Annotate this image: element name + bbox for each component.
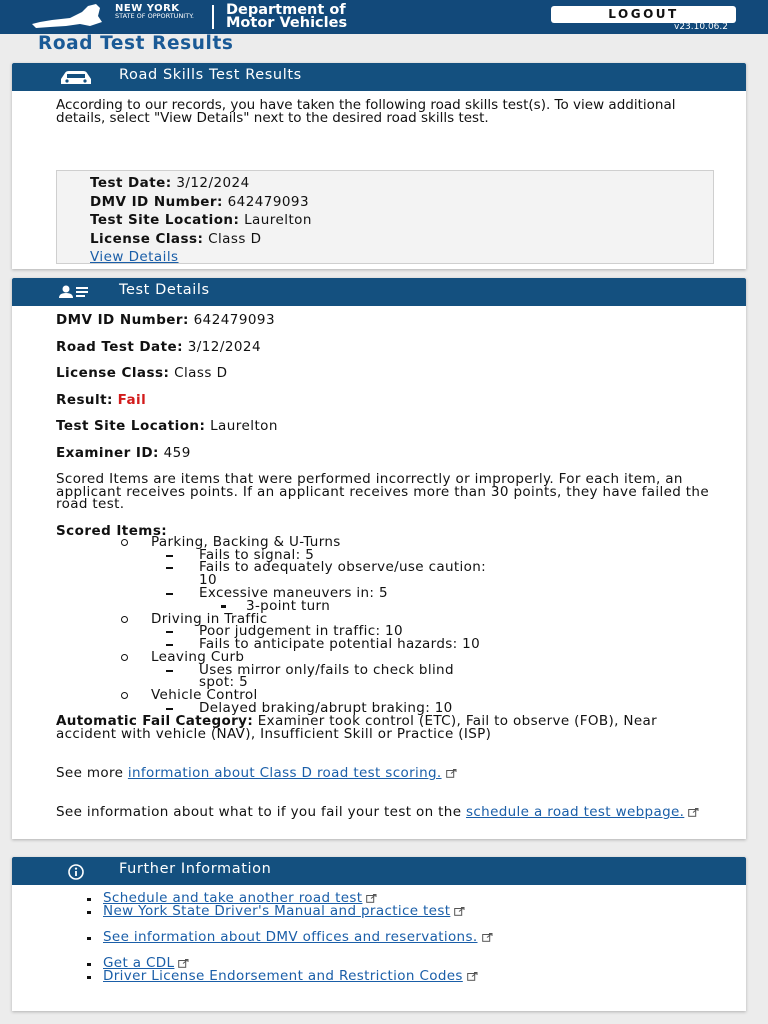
state-tagline: STATE OF OPPORTUNITY. [115,12,194,20]
app-version: v23.10.06.2 [674,22,728,32]
detail-examiner-id-label: Examiner ID: [56,445,159,461]
external-link-icon [178,959,189,968]
test-details-card [12,278,746,839]
external-link-icon [366,894,377,903]
external-link-icon [454,907,465,916]
ny-state-logo[interactable] [30,2,210,30]
endorsement-restriction-codes-link[interactable]: Driver License Endorsement and Restriction Codes [103,968,463,984]
detail-examiner-id-value: 459 [163,445,191,461]
dmv-id-row [90,194,309,210]
schedule-road-test-link[interactable]: schedule a road test webpage. [466,804,685,820]
department-title[interactable] [226,4,347,30]
detail-dmv-id-label: DMV ID Number: [56,312,189,328]
bullet [87,937,91,940]
ny-state-map-icon [30,2,114,30]
car-icon [58,69,94,87]
automatic-fail-category [56,715,721,740]
scored-item-label: Delayed braking/abrupt braking: 10 [199,700,453,716]
road-skills-card [12,63,746,269]
road-test-summary [56,170,714,264]
scored-item-label: Uses mirror only/fails to check blind [199,662,454,678]
detail-test-site-value: Laurelton [210,418,278,434]
scored-item-label: Fails to adequately observe/use caution: [199,559,487,575]
category-label: Driving in Traffic [151,611,268,627]
road-skills-intro: According to our records, you have taken the following road skills test(s). To view additional details, select "View Details" next to the desired road skills test. [56,97,676,126]
scored-item-label: Fails to signal: 5 [199,547,315,563]
automatic-fail-label: Automatic Fail Category: [56,713,254,729]
top-bar [0,0,768,34]
test-site-label: Test Site Location: [90,212,240,228]
external-link-icon [688,808,699,817]
detail-result-value: Fail [117,392,147,408]
view-details-link[interactable]: View Details [90,249,179,265]
detail-test-site-label: Test Site Location: [56,418,206,434]
state-name: NEW YORK [115,3,180,14]
detail-result [56,392,146,408]
detail-license-class-value: Class D [174,365,228,381]
category-label: Vehicle Control [151,687,258,703]
info-icon [58,863,94,881]
bullet [87,976,91,979]
detail-result-label: Result: [56,392,113,408]
bullet [87,898,91,901]
drivers-manual-link[interactable]: New York State Driver's Manual and practice test [103,903,451,919]
header-divider [212,5,214,29]
test-site-value: Laurelton [244,212,312,228]
scored-item-label: Fails to anticipate potential hazards: 10 [199,636,481,652]
test-site-row [90,212,312,228]
detail-road-test-date [56,339,261,355]
class-d-scoring-link[interactable]: information about Class D road test scoring. [127,765,442,781]
scored-items-explanation: Scored Items are items that were performed incorrectly or improperly. For each item, an applicant receives points. If an applicant receives more than 30 points, they have failed the road test. [56,471,709,513]
license-class-row [90,231,261,247]
test-date-label: Test Date: [90,175,172,191]
department-title-line2: Motor Vehicles [226,15,348,31]
test-date-row [90,175,250,191]
further-info-item [103,905,723,918]
road-skills-card-header [12,63,746,91]
bullet [87,963,91,966]
detail-license-class-label: License Class: [56,365,170,381]
detail-road-test-date-value: 3/12/2024 [187,339,262,355]
logout-button[interactable]: LOGOUT [551,6,736,23]
detail-dmv-id-value: 642479093 [193,312,275,328]
road-skills-card-title: Road Skills Test Results [119,67,302,83]
fail-test-info [56,806,721,819]
get-cdl-link[interactable]: Get a CDL [103,955,175,971]
user-list-icon [58,284,94,302]
test-details-card-title: Test Details [119,282,210,298]
fail-info-prefix: See information about what to if you fail your test on the [56,804,462,820]
further-info-item [103,931,623,944]
detail-road-test-date-label: Road Test Date: [56,339,183,355]
detail-examiner-id [56,445,191,461]
further-information-card-title: Further Information [119,861,272,877]
further-information-card-header [12,857,746,885]
scored-item [199,561,486,574]
scored-item-points: spot: 5 [199,674,249,690]
scored-item-label: Excessive maneuvers in: 5 [199,585,388,601]
see-more-scoring [56,767,721,780]
license-class-value: Class D [208,231,262,247]
automatic-fail-value: Examiner took control (ETC), Fail to observe (FOB), Near accident with vehicle (NAV), Insufficient Skill or Practice (ISP) [56,713,658,742]
detail-test-site [56,418,278,434]
scored-items-label: Scored Items: [56,523,168,539]
dmv-id-value: 642479093 [227,194,309,210]
scored-subitem-label: 3-point turn [246,598,331,614]
dmv-offices-link[interactable]: See information about DMV offices and reservations. [103,929,478,945]
schedule-another-test-link[interactable]: Schedule and take another road test [103,890,363,906]
detail-license-class [56,365,227,381]
category-label: Parking, Backing & U-Turns [151,534,341,550]
page-title: Road Test Results [38,33,234,54]
external-link-icon [467,972,478,981]
scored-item-label: Poor judgement in traffic: 10 [199,623,403,639]
see-more-prefix: See more [56,765,124,781]
test-details-card-header [12,278,746,306]
further-information-card [12,857,746,1011]
scored-item-points: 10 [199,572,217,588]
dmv-id-label: DMV ID Number: [90,194,223,210]
test-date-value: 3/12/2024 [176,175,250,191]
further-info-item [103,970,663,983]
bullet [87,911,91,914]
detail-dmv-id [56,312,275,328]
department-title-line1: Department of [226,2,346,18]
external-link-icon [446,769,457,778]
external-link-icon [482,933,493,942]
category-label: Leaving Curb [151,649,245,665]
license-class-label: License Class: [90,231,204,247]
